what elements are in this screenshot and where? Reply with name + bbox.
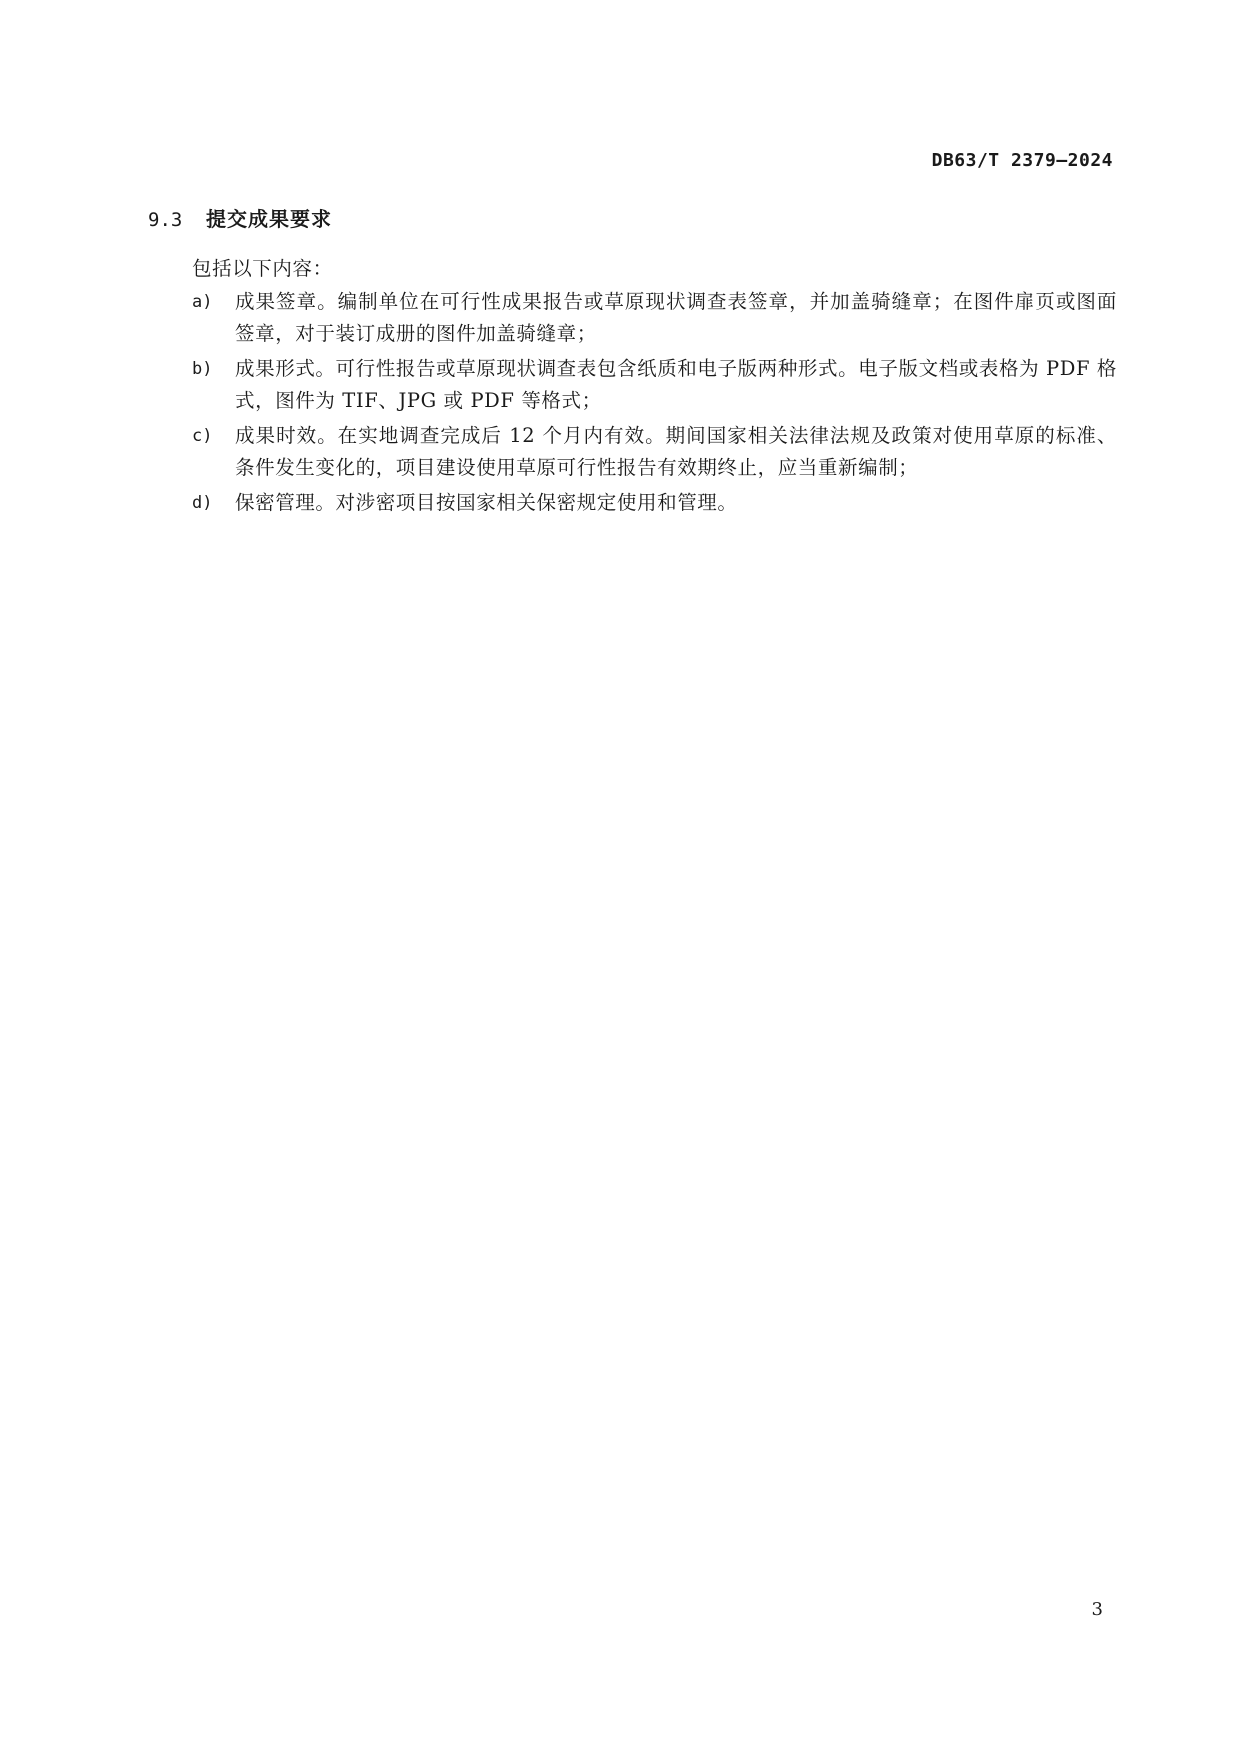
requirements-list [192, 286, 1117, 522]
list-text: 成果时效。在实地调查完成后 12 个月内有效。期间国家相关法律法规及政策对使用草原的标准、条件发生变化的，项目建设使用草原可行性报告有效期终止，应当重新编制； [235, 424, 1117, 479]
list-item [192, 286, 1117, 350]
list-text: 成果签章。编制单位在可行性成果报告或草原现状调查表签章，并加盖骑缝章；在图件扉页或图面签章，对于装订成册的图件加盖骑缝章； [235, 290, 1117, 345]
list-text: 成果形式。可行性报告或草原现状调查表包含纸质和电子版两种形式。电子版文档或表格为 PDF 格式，图件为 TIF、JPG 或 PDF 等格式； [235, 357, 1117, 412]
list-marker: d) [192, 493, 213, 513]
document-code: DB63/T 2379—2024 [931, 150, 1113, 171]
list-item [192, 353, 1117, 417]
section-heading [148, 203, 332, 232]
section-number: 9.3 [148, 209, 183, 231]
list-marker: c) [192, 426, 213, 446]
page-number: 3 [1091, 1599, 1103, 1620]
list-text: 保密管理。对涉密项目按国家相关保密规定使用和管理。 [235, 491, 738, 514]
section-title: 提交成果要求 [206, 207, 332, 231]
list-marker: b) [192, 359, 213, 379]
section-intro: 包括以下内容： [192, 257, 333, 280]
list-item [192, 487, 1117, 519]
list-item [192, 420, 1117, 484]
list-marker: a) [192, 292, 213, 312]
